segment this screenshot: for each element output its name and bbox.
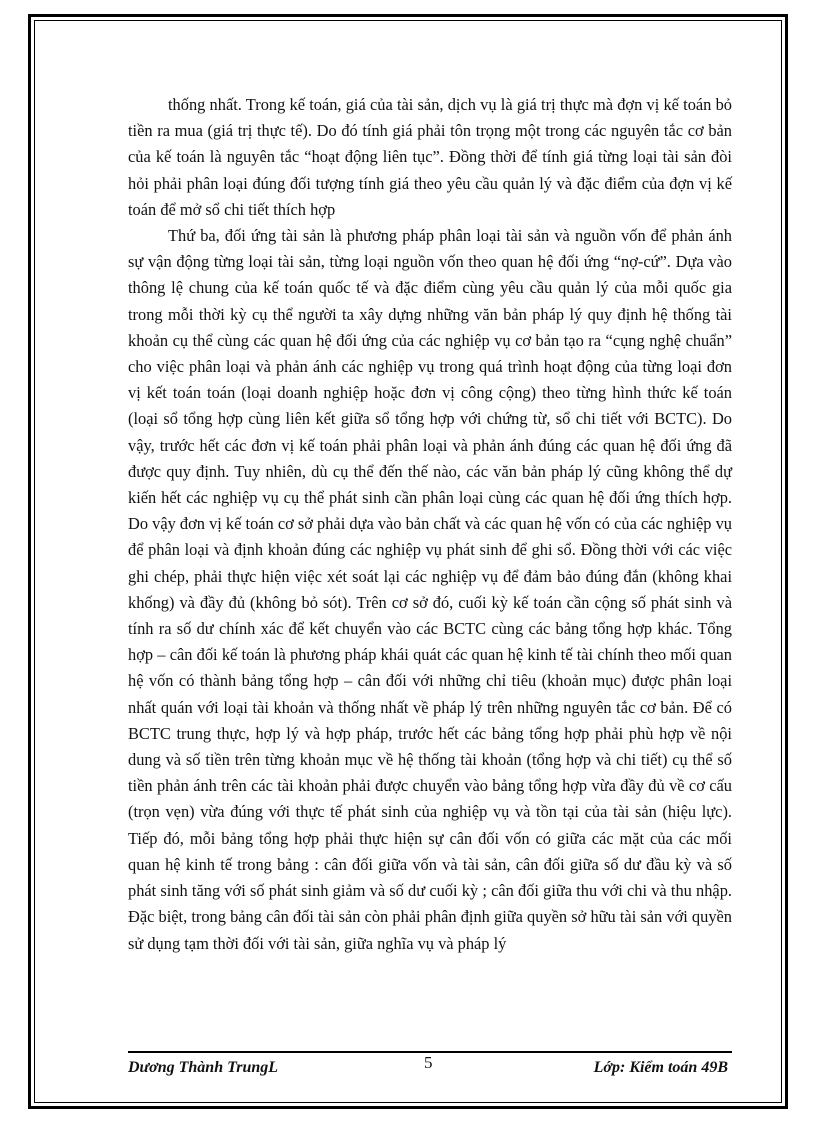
footer-class: Lớp: Kiểm toán 49B: [593, 1059, 728, 1076]
paragraph-thu-ba: Thứ ba, đối ứng tài sản là phương pháp phân loại tài sản và nguồn vốn để phản ánh sự vận động từng loại tài sản, từng loại nguồn vốn theo quan hệ đối ứng “nợ-cứ”. Dựa vào thông lệ chung của kế toán quốc tế và đặc điểm cùng yêu cầu quản lý của mỗi quốc gia trong mỗi thời kỳ cụ thể người ta xây dựng những văn bản pháp lý quy định hệ thống tài khoản cụ thể cùng các quan hệ đối ứng của các nghiệp vụ cơ bản tạo ra “cụng nghệ chuẩn” cho việc phân loại và phản ánh các nghiệp vụ trong quá trình hoạt động của từng loại đơn vị kết toán toán (loại doanh nghiệp hoặc đơn vị công cộng) theo từng hình thức kế toán (loại sổ tổng hợp cùng liên kết giữa sổ tổng hợp với chứng từ, sổ chi tiết với BCTC). Do vậy, trước hết các đơn vị kế toán phải phân loại và phản ánh đúng các quan hệ đối ứng đã được quy định. Tuy nhiên, dù cụ thể đến thế nào, các văn bản pháp lý cũng không thể dự kiến hết các nghiệp vụ cụ thể phát sinh cần phân loại cùng các quan hệ đối ứng thích hợp. Do vậy đơn vị kế toán cơ sở phải dựa vào bản chất và các quan hệ vốn có của các nghiệp vụ để phân loại và định khoản đúng các nghiệp vụ phát sinh để ghi sổ. Đồng thời với các việc ghi chép, phải thực hiện việc xét soát lại các nghiệp vụ để đảm bảo đúng đắn (không khai khống) và đầy đủ (không bỏ sót). Trên cơ sở đó, cuối kỳ kế toán cần cộng số phát sinh và tính ra số dư chính xác để kết chuyển vào các BCTC cùng các bảng tổng hợp khác. Tổng hợp – cân đối kế toán là phương pháp khái quát các quan hệ kinh tế tài chính theo mối quan hệ vốn có thành bảng tổng hợp – cân đối với những chỉ tiêu (khoản mục) được phân loại nhất quán với loại tài khoản và thống nhất về pháp lý trên những nguyên tắc cơ bản. Để có BCTC trung thực, hợp lý và hợp pháp, trước hết các bảng tổng hợp phải phù hợp về nội dung và số tiền trên từng khoản mục về hệ thống tài khoản (tổng hợp và chi tiết) cụ thể số tiền phản ánh trên các tài khoản phải được chuyển vào bảng tổng hợp vừa đầy đủ về cơ cấu (trọn vẹn) vừa đúng với thực tế phát sinh của nghiệp vụ và tồn tại của tài sản (hiệu lực). Tiếp đó, mỗi bảng tổng hợp phải thực hiện sự cân đối vốn có giữa các mặt của các mối quan hệ kinh tế trong bảng : cân đối giữa vốn và tài sản, cân đối giữa số dư đầu kỳ và số phát sinh tăng với số phát sinh giảm và số dư cuối kỳ ; cân đối giữa thu với chi và thu nhập. Đặc biệt, trong bảng cân đối tài sản còn phải phân định giữa quyền sở hữu tài sản với quyền sử dụng tạm thời đối với tài sản, giữa nghĩa vụ và pháp lý: [128, 226, 732, 953]
page-number: 5: [424, 1053, 433, 1072]
page-footer: [128, 1053, 732, 1079]
body-text: [128, 92, 732, 957]
paragraph-continuation: thống nhất. Trong kế toán, giá của tài sản, dịch vụ là giá trị thực mà đợn vị kế toán bỏ tiền ra mua (giá trị thực tế). Do đó tính giá phải tôn trọng một trong các nguyên tắc cơ bản của kế toán là nguyên tắc “hoạt động liên tục”. Đồng thời để tính giá từng loại tài sản đòi hỏi phải phân loại đúng đối tượng tính giá theo yêu cầu quản lý và đặc điểm của đợn vị kế toán để mở sổ chi tiết thích hợp: [128, 95, 732, 219]
footer-author: Dương Thành TrungL: [128, 1059, 279, 1076]
